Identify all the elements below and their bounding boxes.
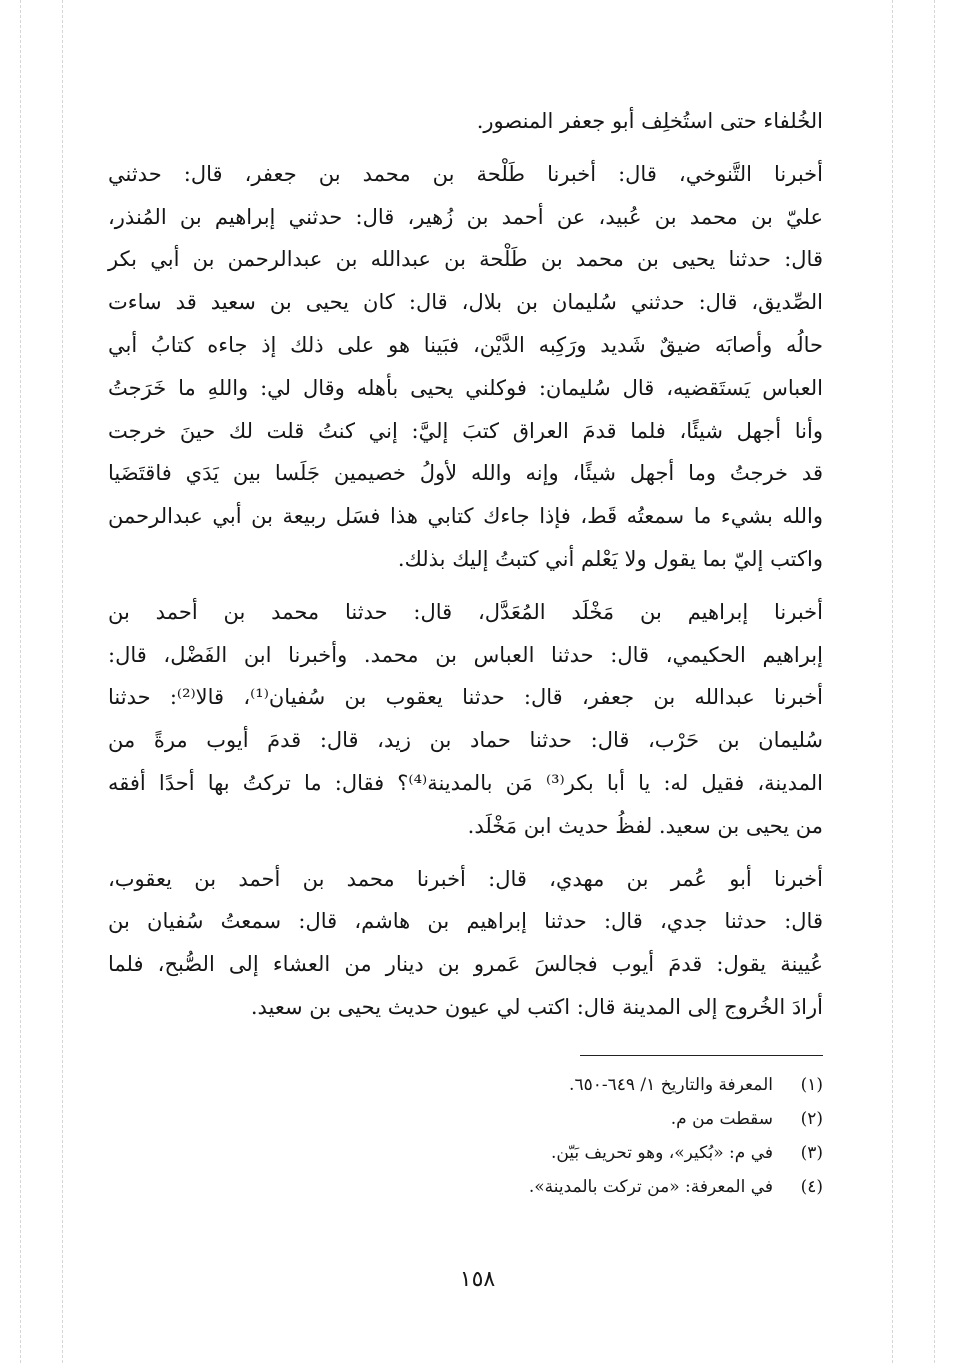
footnote-text: في المعرفة: «من تركت بالمدينة». xyxy=(528,1177,773,1197)
text-line: العباس يَستَقضيه، قال سُليمان: فوكلني يحيى بأهله وقال لي: واللهِ ما خَرَجتُ xyxy=(108,375,823,400)
paragraph-gap xyxy=(108,848,823,858)
paragraph-2 xyxy=(108,591,823,848)
paragraph-1 xyxy=(108,153,823,581)
paragraph-gap xyxy=(108,581,823,591)
footnote-item xyxy=(300,1136,823,1170)
scan-margin-mark xyxy=(934,0,935,1363)
text-line: أخبرنا إبراهيم بن مَخْلَد المُعَدَّل، قال: حدثنا محمد بن أحمد بن xyxy=(108,599,823,624)
page-body xyxy=(108,100,823,1029)
text-line: عليّ بن محمد بن عُبيد، عن أحمد بن زُهير، قال: حدثني إبراهيم بن المُنذر، xyxy=(108,204,823,229)
paragraph-3 xyxy=(108,858,823,1029)
footnotes xyxy=(300,1068,823,1204)
text-line: الصِّديق، قال: حدثني سُليمان بن بلال، قال: كان يحيى بن سعيد قد ساءت xyxy=(108,290,823,315)
scan-margin-mark xyxy=(62,0,63,1363)
footnote-number: (٢) xyxy=(800,1109,823,1129)
scan-margin-mark xyxy=(892,0,893,1363)
text-line: وأنا أجهل شيئًا، فلما قدمَ العراق كتبَ إليَّ: إني كنتُ قلت لك حينَ خرجت xyxy=(108,418,823,443)
text-line: عُيينة يقول: قدمَ أيوب فجالسَ عَمرو بن دينار من العشاء إلى الصُّبح، فلما xyxy=(108,952,823,977)
footnote-text: في م: «بُكير»، وهو تحريف بَيّن. xyxy=(550,1143,773,1163)
footnote-text: سقطت من م. xyxy=(670,1109,773,1129)
footnote-text: المعرفة والتاريخ ١/ ٦٤٩-٦٥٠. xyxy=(569,1075,773,1095)
text-line: قال: حدثنا جدي، قال: حدثنا إبراهيم بن هاشم، قال: سمعتُ سُفيان بن xyxy=(108,909,823,934)
footnote-number: (٤) xyxy=(800,1177,823,1197)
text-line: الخُلفاء حتى استُخلِف أبو جعفر المنصور. xyxy=(476,109,823,133)
footnote-number: (٣) xyxy=(800,1143,823,1163)
text-line: قد خرجتُ وما أجهل شيئًا، وإنه والله لأولُ خصيمين جَلَسا بين يَدَي فاقتَضَيا xyxy=(108,461,823,486)
scan-margin-mark xyxy=(20,0,21,1363)
text-line: من يحيى بن سعيد. لفظُ حديث ابن مَخْلَد. xyxy=(467,813,823,838)
text-line: إبراهيم الحكيمي، قال: حدثنا العباس بن محمد. وأخبرنا ابن الفَضْل، قال: xyxy=(108,642,823,667)
text-line: أخبرنا عبدالله بن جعفر، قال: حدثنا يعقوب بن سُفيان⁽¹⁾، قالا⁽²⁾: حدثنا xyxy=(108,685,824,710)
footnote-number: (١) xyxy=(800,1075,823,1095)
text-line: المدينة، فقيل له: يا أبا بكر⁽³⁾ مَن بالمدينة⁽⁴⁾؟ فقال: ما تركتُ بها أحدًا أفقه xyxy=(108,770,824,795)
text-line: حالُه وأصابَه ضيقٌ شَديد ورَكِبه الدَّيْن، فبَينا هو على ذلك إذ جاءه كتابُ أبي xyxy=(108,332,823,357)
paragraph-gap xyxy=(108,143,823,153)
text-line: أخبرنا التَّنوخي، قال: أخبرنا طَلْحة بن محمد بن جعفر، قال: حدثني xyxy=(108,161,823,186)
text-line: قال: حدثنا يحيى بن محمد بن طَلْحة بن عبدالله بن عبدالرحمن بن أبي بكر xyxy=(108,247,823,272)
footnote-divider xyxy=(580,1055,823,1056)
text-line: أخبرنا أبو عُمر بن مهدي، قال: أخبرنا محمد بن أحمد بن يعقوب، xyxy=(108,866,823,891)
text-line: والله بشيء ما سمعتُه قَط، فإذا جاءك كتابي هذا فسَل ربيعة بن أبي عبدالرحمن xyxy=(108,504,823,529)
intro-paragraph xyxy=(108,100,823,143)
text-line: سُليمان بن حَرْب، قال: حدثنا حماد بن زيد، قال: قدمَ أيوب مرةً من xyxy=(108,728,823,753)
footnote-item xyxy=(300,1102,823,1136)
footnote-item xyxy=(300,1170,823,1204)
text-line: أرادَ الخُروج إلى المدينة قال: اكتب لي عيون حديث يحيى بن سعيد. xyxy=(250,994,823,1019)
page-number: ١٥٨ xyxy=(459,1267,496,1292)
text-line: واكتب إليّ بما يقول ولا يَعْلم أني كتبتُ إليك بذلك. xyxy=(397,546,823,571)
footnote-item xyxy=(300,1068,823,1102)
